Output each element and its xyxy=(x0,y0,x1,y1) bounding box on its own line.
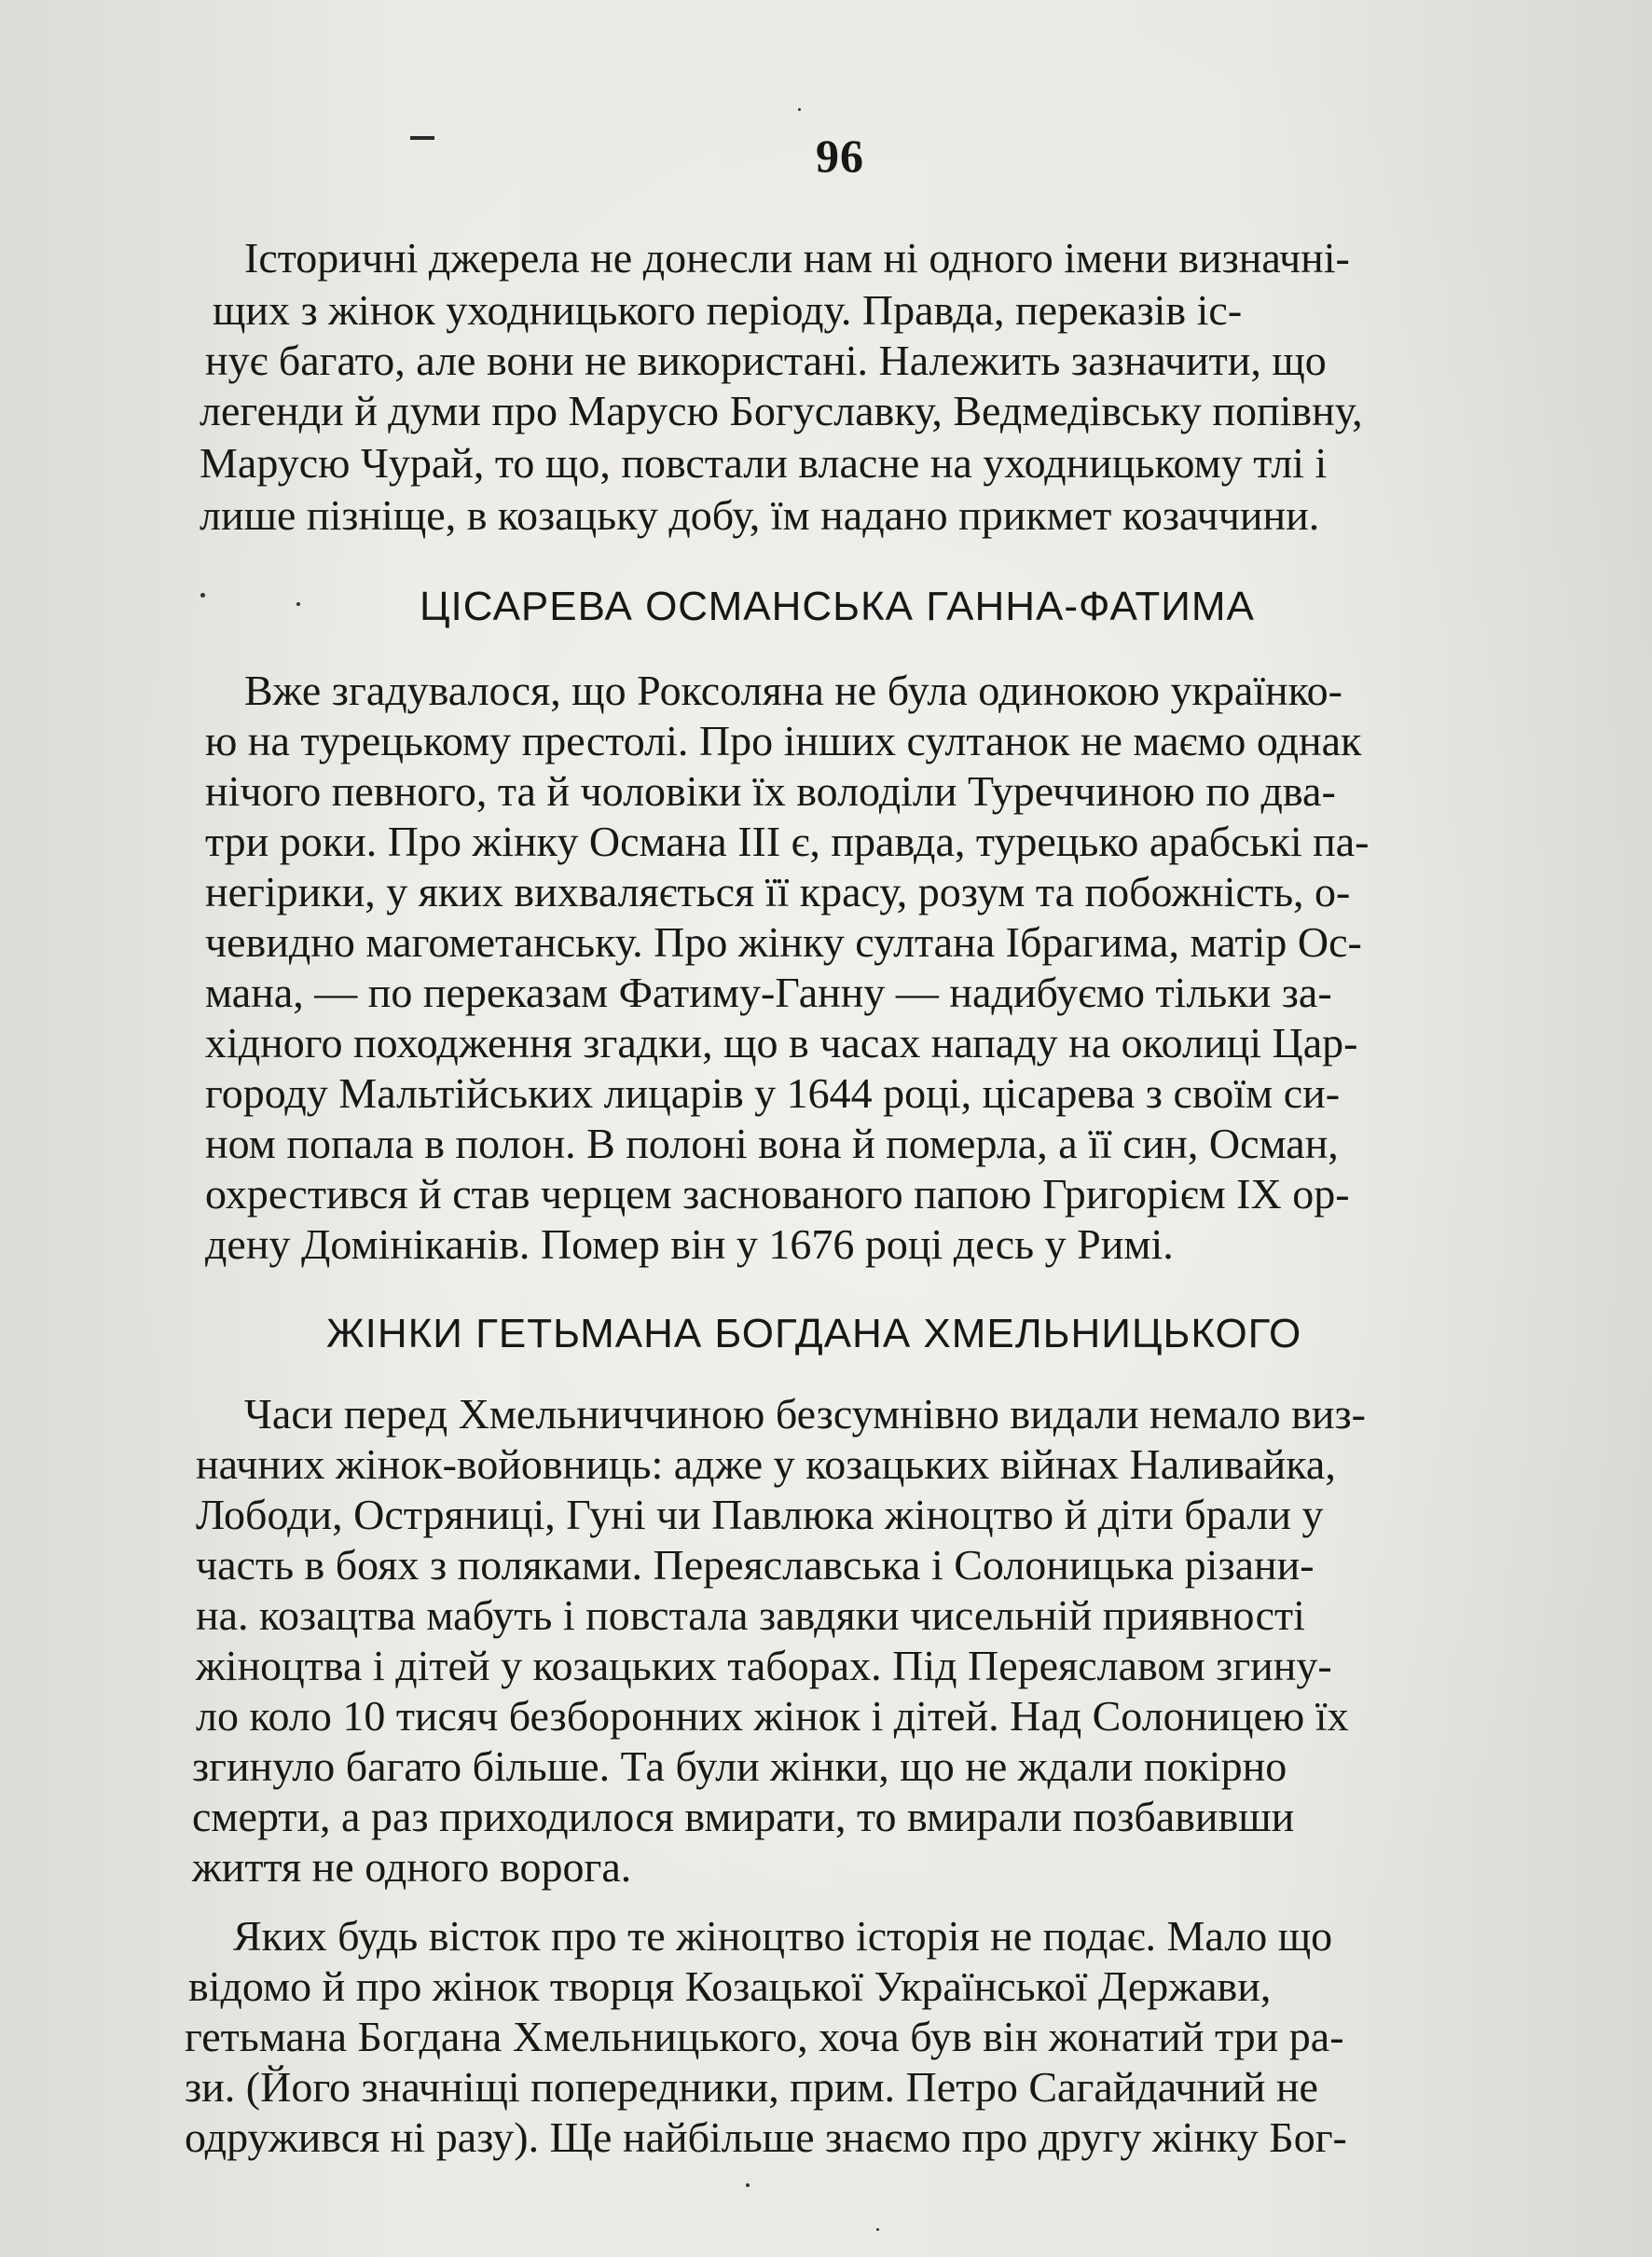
paragraph-1-line: щих з жінок уходницького періоду. Правда, переказів іс- xyxy=(213,286,1243,334)
section-1-line: чевидно магометанську. Про жінку султана Ібрагима, матір Ос- xyxy=(205,918,1362,966)
section-2-line: згинуло багато більше. Та були жінки, що не ждали покірно xyxy=(192,1742,1287,1790)
section-2-line: відомо й про жінок творця Козацької Української Держави, xyxy=(188,1962,1272,2010)
paragraph-1-line: легенди й думи про Марусю Богуславку, Ведмедівську попівну, xyxy=(200,387,1363,434)
section-2-line: Лободи, Остряниці, Гуні чи Павлюка жіноцтво й діти брали у xyxy=(196,1491,1324,1538)
scan-speck xyxy=(798,108,801,111)
section-2-line: смерти, а раз приходилося вмирати, то вмирали позбавивши xyxy=(192,1793,1295,1840)
section-2-line: життя не одного ворога. xyxy=(192,1843,632,1891)
section-1-line: дену Домініканів. Помер він у 1676 році десь у Римі. xyxy=(205,1220,1174,1268)
section-1-line: мана, — по переказам Фатиму-Ганну — надибуємо тільки за- xyxy=(205,969,1332,1016)
paragraph-1-line: нує багато, але вони не використані. Належить зазначити, що xyxy=(205,337,1327,384)
section-2-line: на. козацтва мабуть і повстала завдяки чисельній приявності xyxy=(196,1591,1305,1639)
section-1-line: ном попала в полон. В полоні вона й померла, а її син, Осман, xyxy=(205,1120,1339,1167)
section-heading: ЖІНКИ ГЕТЬМАНА БОГДАНА ХМЕЛЬНИЦЬКОГО xyxy=(326,1311,1302,1356)
section-1-line: ю на турецькому престолі. Про інших султанок не маємо однак xyxy=(205,717,1362,764)
section-1-line: негірики, у яких вихваляється її красу, розум та побожність, о- xyxy=(205,868,1351,915)
paragraph-1-line: Історичні джерела не донесли нам ні одного імени визначні- xyxy=(244,234,1350,282)
section-2-line: гетьмана Богдана Хмельницького, хоча був він жонатий три ра- xyxy=(185,2013,1344,2060)
section-1-line: охрестився й став черцем заснованого папою Григорієм IX ор- xyxy=(205,1170,1350,1218)
scan-speck xyxy=(200,593,205,598)
section-heading: ЦІСАРЕВА ОСМАНСЬКА ГАННА-ФАТИМА xyxy=(420,584,1255,629)
scan-speck xyxy=(876,2228,879,2231)
paragraph-1-line: Марусю Чурай, то що, повстали власне на уходницькому тлі і xyxy=(200,439,1328,487)
section-1-line: нічого певного, та й чоловіки їх володіли Туреччиною по два- xyxy=(205,767,1336,815)
section-2-line: Часи перед Хмельниччиною безсумнівно видали немало виз- xyxy=(244,1390,1366,1438)
section-2-line: часть в боях з поляками. Переяславська і Солоницька різани- xyxy=(196,1541,1315,1589)
section-2-line: одружився ні разу). Ще найбільше знаємо про другу жінку Бог- xyxy=(185,2113,1347,2161)
section-1-line: городу Мальтійських лицарів у 1644 році, цісарева з своїм си- xyxy=(205,1069,1341,1117)
section-2-line: зи. (Його значніщі попередники, прим. Петро Сагайдачний не xyxy=(185,2063,1318,2111)
scan-speck xyxy=(296,602,300,606)
paragraph-1-line: лише пізніще, в козацьку добу, їм надано прикмет козаччини. xyxy=(200,491,1320,539)
page-number: 96 xyxy=(816,130,864,182)
section-2-line: ло коло 10 тисяч безборонних жінок і дітей. Над Солоницею їх xyxy=(196,1692,1349,1740)
section-1-line: Вже згадувалося, що Роксоляна не була одинокою українко- xyxy=(244,667,1342,714)
section-2-line: жіноцтва і дітей у козацьких таборах. Під Переяславом згину- xyxy=(196,1642,1332,1689)
section-2-line: Яких будь вісток про те жіноцтво історія не подає. Мало що xyxy=(233,1912,1333,1960)
section-1-line: три роки. Про жінку Османа III є, правда, турецько арабські па- xyxy=(205,818,1370,865)
section-1-line: хідного походження згадки, що в часах нападу на околиці Цар- xyxy=(205,1019,1358,1067)
section-2-line: начних жінок-войовниць: адже у козацьких війнах Наливайка, xyxy=(196,1440,1336,1488)
scan-speck xyxy=(746,2183,750,2187)
